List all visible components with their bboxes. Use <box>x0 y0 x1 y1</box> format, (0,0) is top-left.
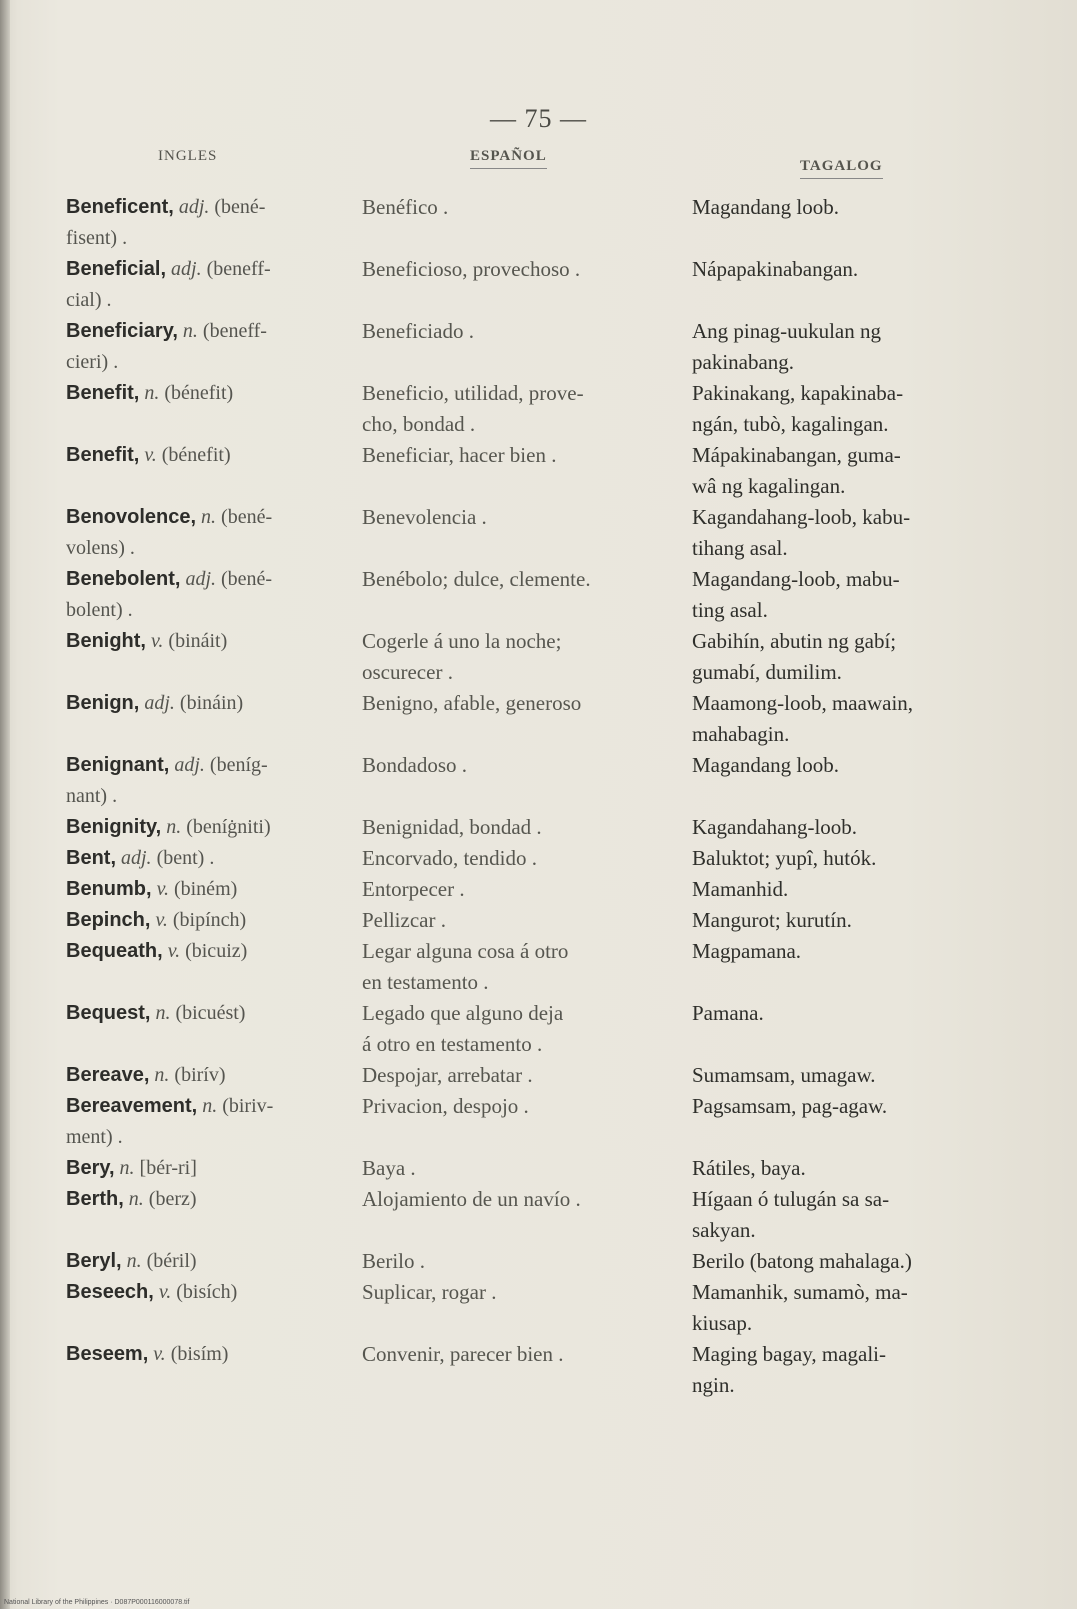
spanish-line: Beneficiado . <box>362 319 474 343</box>
part-of-speech: adj. <box>185 568 217 590</box>
part-of-speech: n. <box>166 816 182 838</box>
tagalog-line: Kagandahang-loob. <box>692 815 858 839</box>
entry-spanish <box>362 502 692 533</box>
entry-english <box>66 1277 362 1308</box>
entry-tagalog <box>692 843 1022 874</box>
headword: Benefit, <box>66 382 140 404</box>
headword: Bepinch, <box>66 909 151 931</box>
pronunciation: (bináit) <box>168 630 228 652</box>
entry-tagalog <box>692 440 1022 502</box>
headword: Bent, <box>66 847 116 869</box>
spanish-line: en testamento . <box>362 970 489 994</box>
pronunciation: (bent) . <box>156 847 215 869</box>
entry-english <box>66 750 362 812</box>
part-of-speech: n. <box>201 506 217 528</box>
pronunciation: (bicuést) <box>175 1002 246 1024</box>
part-of-speech: n. <box>182 320 198 342</box>
tagalog-line: Magpamana. <box>692 939 802 963</box>
tagalog-line: Hígaan ó tulugán sa sa- <box>692 1187 890 1211</box>
spanish-line: á otro en testamento . <box>362 1032 543 1056</box>
spanish-line: Benéfico . <box>362 195 449 219</box>
entry-row <box>66 750 1026 812</box>
part-of-speech: v. <box>156 878 169 900</box>
tagalog-line: wâ ng kagalingan. <box>692 474 846 498</box>
entry-spanish <box>362 874 692 905</box>
entry-tagalog <box>692 1091 1022 1122</box>
part-of-speech: n. <box>126 1250 142 1272</box>
entry-row <box>66 440 1026 502</box>
entry-english <box>66 254 362 316</box>
entry-row <box>66 1091 1026 1153</box>
spanish-line: Legar alguna cosa á otro <box>362 939 569 963</box>
tagalog-line: ting asal. <box>692 598 768 622</box>
entry-spanish <box>362 1339 692 1370</box>
headword: Bequeath, <box>66 940 163 962</box>
entry-english <box>66 440 362 471</box>
entry-row <box>66 502 1026 564</box>
entry-row <box>66 998 1026 1060</box>
part-of-speech: n. <box>144 382 160 404</box>
part-of-speech: n. <box>202 1095 218 1117</box>
spanish-line: Entorpecer . <box>362 877 465 901</box>
pronunciation: (bénefit) <box>164 382 234 404</box>
entry-english <box>66 874 362 905</box>
tagalog-line: Magandang loob. <box>692 753 839 777</box>
entry-row <box>66 936 1026 998</box>
tagalog-line: Nápapakinabangan. <box>692 257 859 281</box>
entry-tagalog <box>692 1153 1022 1184</box>
part-of-speech: v. <box>167 940 181 962</box>
entry-row <box>66 564 1026 626</box>
tagalog-line: Kagandahang-loob, kabu- <box>692 505 911 529</box>
entry-tagalog <box>692 192 1022 223</box>
headword: Beneficent, <box>66 196 174 218</box>
entry-tagalog <box>692 502 1022 564</box>
tagalog-line: Berilo (batong mahalaga.) <box>692 1249 912 1273</box>
tagalog-line: Gabihín, abutin ng gabí; <box>692 629 897 653</box>
pronunciation: (beníġniti) <box>186 816 271 838</box>
spanish-line: Pellizcar . <box>362 908 446 932</box>
spanish-line: Beneficioso, provechoso . <box>362 257 581 281</box>
scan-footer: National Library of the Philippines · D087P000116000078.tif <box>4 1599 190 1606</box>
headword: Bequest, <box>66 1002 151 1024</box>
tagalog-line: Magandang-loob, mabu- <box>692 567 900 591</box>
pronunciation: (beneff- <box>206 258 271 280</box>
tagalog-line: pakinabang. <box>692 350 795 374</box>
spanish-line: Suplicar, rogar . <box>362 1280 497 1304</box>
pronunciation-continued: ment) . <box>66 1126 123 1148</box>
entry-english <box>66 998 362 1029</box>
headword: Benignity, <box>66 816 162 838</box>
part-of-speech: v. <box>144 444 157 466</box>
spanish-line: Berilo . <box>362 1249 425 1273</box>
entry-english <box>66 1246 362 1277</box>
entry-row <box>66 1060 1026 1091</box>
entry-english <box>66 502 362 564</box>
spanish-line: Benevolencia . <box>362 505 487 529</box>
tagalog-line: gumabí, dumilim. <box>692 660 842 684</box>
headword: Benebolent, <box>66 568 181 590</box>
pronunciation: (bicuiz) <box>185 940 248 962</box>
spanish-line: Benignidad, bondad . <box>362 815 542 839</box>
entry-spanish <box>362 998 692 1060</box>
pronunciation-continued: volens) . <box>66 537 135 559</box>
entry-spanish <box>362 936 692 998</box>
entry-tagalog <box>692 254 1022 285</box>
spanish-line: cho, bondad . <box>362 412 476 436</box>
tagalog-line: kiusap. <box>692 1311 753 1335</box>
entry-spanish <box>362 626 692 688</box>
entry-spanish <box>362 192 692 223</box>
entry-spanish <box>362 688 692 719</box>
spanish-line: Bondadoso . <box>362 753 467 777</box>
spanish-line: Cogerle á uno la noche; <box>362 629 562 653</box>
headword: Benefit, <box>66 444 140 466</box>
spanish-line: Beneficio, utilidad, prove- <box>362 381 584 405</box>
entry-tagalog <box>692 1277 1022 1339</box>
headword: Benign, <box>66 692 140 714</box>
part-of-speech: n. <box>155 1002 171 1024</box>
tagalog-line: Maamong-loob, maawain, <box>692 691 914 715</box>
spanish-line: Alojamiento de un navío . <box>362 1187 581 1211</box>
headword: Beseech, <box>66 1281 154 1303</box>
part-of-speech: adj. <box>121 847 152 869</box>
pronunciation: (berz) <box>148 1188 197 1210</box>
part-of-speech: adj. <box>178 196 210 218</box>
tagalog-line: mahabagin. <box>692 722 790 746</box>
spanish-line: Privacion, despojo . <box>362 1094 529 1118</box>
part-of-speech: v. <box>151 630 164 652</box>
entry-tagalog <box>692 1246 1022 1277</box>
entry-tagalog <box>692 998 1022 1029</box>
tagalog-line: Rátiles, baya. <box>692 1156 806 1180</box>
entry-tagalog <box>692 905 1022 936</box>
pronunciation: (bisím) <box>170 1343 229 1365</box>
part-of-speech: adj. <box>171 258 202 280</box>
entry-english <box>66 1339 362 1370</box>
pronunciation-continued: nant) . <box>66 785 118 807</box>
tagalog-line: Mamanhik, sumamò, ma- <box>692 1280 908 1304</box>
part-of-speech: adj. <box>144 692 175 714</box>
entry-row <box>66 626 1026 688</box>
entry-spanish <box>362 905 692 936</box>
spanish-line: Beneficiar, hacer bien . <box>362 443 557 467</box>
entry-spanish <box>362 440 692 471</box>
tagalog-line: Baluktot; yupî, hutók. <box>692 846 877 870</box>
pronunciation: (bénefit) <box>161 444 231 466</box>
pronunciation: (biriv- <box>222 1095 274 1117</box>
spanish-line: Despojar, arrebatar . <box>362 1063 533 1087</box>
pronunciation: (bisích) <box>176 1281 238 1303</box>
pronunciation: (bené- <box>221 506 273 528</box>
part-of-speech: n. <box>119 1157 135 1179</box>
entry-row <box>66 812 1026 843</box>
tagalog-line: Mangurot; kurutín. <box>692 908 852 932</box>
entry-row <box>66 843 1026 874</box>
entry-english <box>66 1153 362 1184</box>
tagalog-line: ngán, tubò, kagalingan. <box>692 412 889 436</box>
entry-english <box>66 905 362 936</box>
headword: Bereave, <box>66 1064 150 1086</box>
entry-tagalog <box>692 688 1022 750</box>
tagalog-line: tihang asal. <box>692 536 788 560</box>
entry-row <box>66 1153 1026 1184</box>
spanish-line: Convenir, parecer bien . <box>362 1342 564 1366</box>
entry-english <box>66 1091 362 1153</box>
headword: Beseem, <box>66 1343 149 1365</box>
tagalog-line: Maging bagay, magali- <box>692 1342 886 1366</box>
headword: Beneficiary, <box>66 320 178 342</box>
tagalog-line: Pagsamsam, pag-agaw. <box>692 1094 888 1118</box>
spanish-line: Baya . <box>362 1156 416 1180</box>
pronunciation: (béril) <box>146 1250 197 1272</box>
entry-english <box>66 378 362 409</box>
headword: Bereavement, <box>66 1095 198 1117</box>
tagalog-line: Mamanhid. <box>692 877 789 901</box>
headword: Beneficial, <box>66 258 167 280</box>
entry-english <box>66 192 362 254</box>
part-of-speech: v. <box>153 1343 166 1365</box>
tagalog-line: Ang pinag-uukulan ng <box>692 319 881 343</box>
entry-row <box>66 688 1026 750</box>
spanish-line: Encorvado, tendido . <box>362 846 537 870</box>
pronunciation: (birív) <box>174 1064 226 1086</box>
pronunciation-continued: cial) . <box>66 289 112 311</box>
headword: Beryl, <box>66 1250 122 1272</box>
part-of-speech: n. <box>128 1188 144 1210</box>
pronunciation: [bér-ri] <box>139 1157 197 1179</box>
binding-edge <box>0 0 10 1609</box>
entry-tagalog <box>692 1339 1022 1401</box>
pronunciation: (bené- <box>214 196 266 218</box>
pronunciation-continued: cieri) . <box>66 351 119 373</box>
entry-row <box>66 905 1026 936</box>
entry-row <box>66 192 1026 254</box>
part-of-speech: n. <box>154 1064 170 1086</box>
tagalog-line: Pamana. <box>692 1001 764 1025</box>
pronunciation: (beneff- <box>202 320 267 342</box>
entry-row <box>66 1339 1026 1401</box>
tagalog-line: Sumamsam, umagaw. <box>692 1063 876 1087</box>
part-of-speech: v. <box>155 909 168 931</box>
entry-tagalog <box>692 564 1022 626</box>
spanish-line: Benigno, afable, generoso <box>362 691 582 715</box>
entry-spanish <box>362 316 692 347</box>
pronunciation: (biném) <box>173 878 238 900</box>
entry-english <box>66 564 362 626</box>
column-header-tagalog: TAGALOG <box>800 158 883 179</box>
entry-tagalog <box>692 874 1022 905</box>
entry-english <box>66 316 362 378</box>
pronunciation: (beníg- <box>209 754 268 776</box>
entry-row <box>66 378 1026 440</box>
entry-spanish <box>362 1277 692 1308</box>
pronunciation-continued: fisent) . <box>66 227 128 249</box>
entry-tagalog <box>692 936 1022 967</box>
entry-spanish <box>362 812 692 843</box>
headword: Berth, <box>66 1188 124 1210</box>
spanish-line: Legado que alguno deja <box>362 1001 564 1025</box>
entry-english <box>66 688 362 719</box>
dictionary-entries <box>66 192 1026 1401</box>
tagalog-line: Magandang loob. <box>692 195 839 219</box>
tagalog-line: sakyan. <box>692 1218 756 1242</box>
headword: Benumb, <box>66 878 152 900</box>
part-of-speech: v. <box>158 1281 172 1303</box>
entry-row <box>66 316 1026 378</box>
entry-row <box>66 874 1026 905</box>
page-number: — 75 — <box>490 104 587 133</box>
entry-row <box>66 1277 1026 1339</box>
entry-tagalog <box>692 378 1022 440</box>
tagalog-line: Mápakinabangan, guma- <box>692 443 901 467</box>
tagalog-line: Pakinakang, kapakinaba- <box>692 381 904 405</box>
headword: Benignant, <box>66 754 170 776</box>
entry-spanish <box>362 750 692 781</box>
entry-spanish <box>362 1153 692 1184</box>
entry-tagalog <box>692 1060 1022 1091</box>
entry-spanish <box>362 843 692 874</box>
entry-spanish <box>362 1060 692 1091</box>
entry-row <box>66 254 1026 316</box>
spanish-line: oscurecer . <box>362 660 453 684</box>
entry-english <box>66 1184 362 1215</box>
pronunciation: (bené- <box>221 568 273 590</box>
entry-spanish <box>362 254 692 285</box>
entry-tagalog <box>692 626 1022 688</box>
entry-row <box>66 1184 1026 1246</box>
entry-tagalog <box>692 750 1022 781</box>
entry-spanish <box>362 1246 692 1277</box>
part-of-speech: adj. <box>174 754 205 776</box>
entry-tagalog <box>692 812 1022 843</box>
entry-tagalog <box>692 1184 1022 1246</box>
entry-english <box>66 843 362 874</box>
pronunciation-continued: bolent) . <box>66 599 133 621</box>
entry-english <box>66 1060 362 1091</box>
column-header-ingles: INGLES <box>158 148 218 164</box>
entry-spanish <box>362 1184 692 1215</box>
pronunciation: (bipínch) <box>172 909 247 931</box>
entry-tagalog <box>692 316 1022 378</box>
spanish-line: Benébolo; dulce, clemente. <box>362 567 591 591</box>
entry-row <box>66 1246 1026 1277</box>
entry-english <box>66 812 362 843</box>
headword: Benight, <box>66 630 146 652</box>
pronunciation: (bináin) <box>179 692 244 714</box>
entry-english <box>66 626 362 657</box>
headword: Benovolence, <box>66 506 197 528</box>
entry-spanish <box>362 1091 692 1122</box>
headword: Bery, <box>66 1157 115 1179</box>
tagalog-line: ngin. <box>692 1373 735 1397</box>
entry-spanish <box>362 564 692 595</box>
entry-english <box>66 936 362 967</box>
entry-spanish <box>362 378 692 440</box>
column-header-espanol: ESPAÑOL <box>470 148 547 169</box>
